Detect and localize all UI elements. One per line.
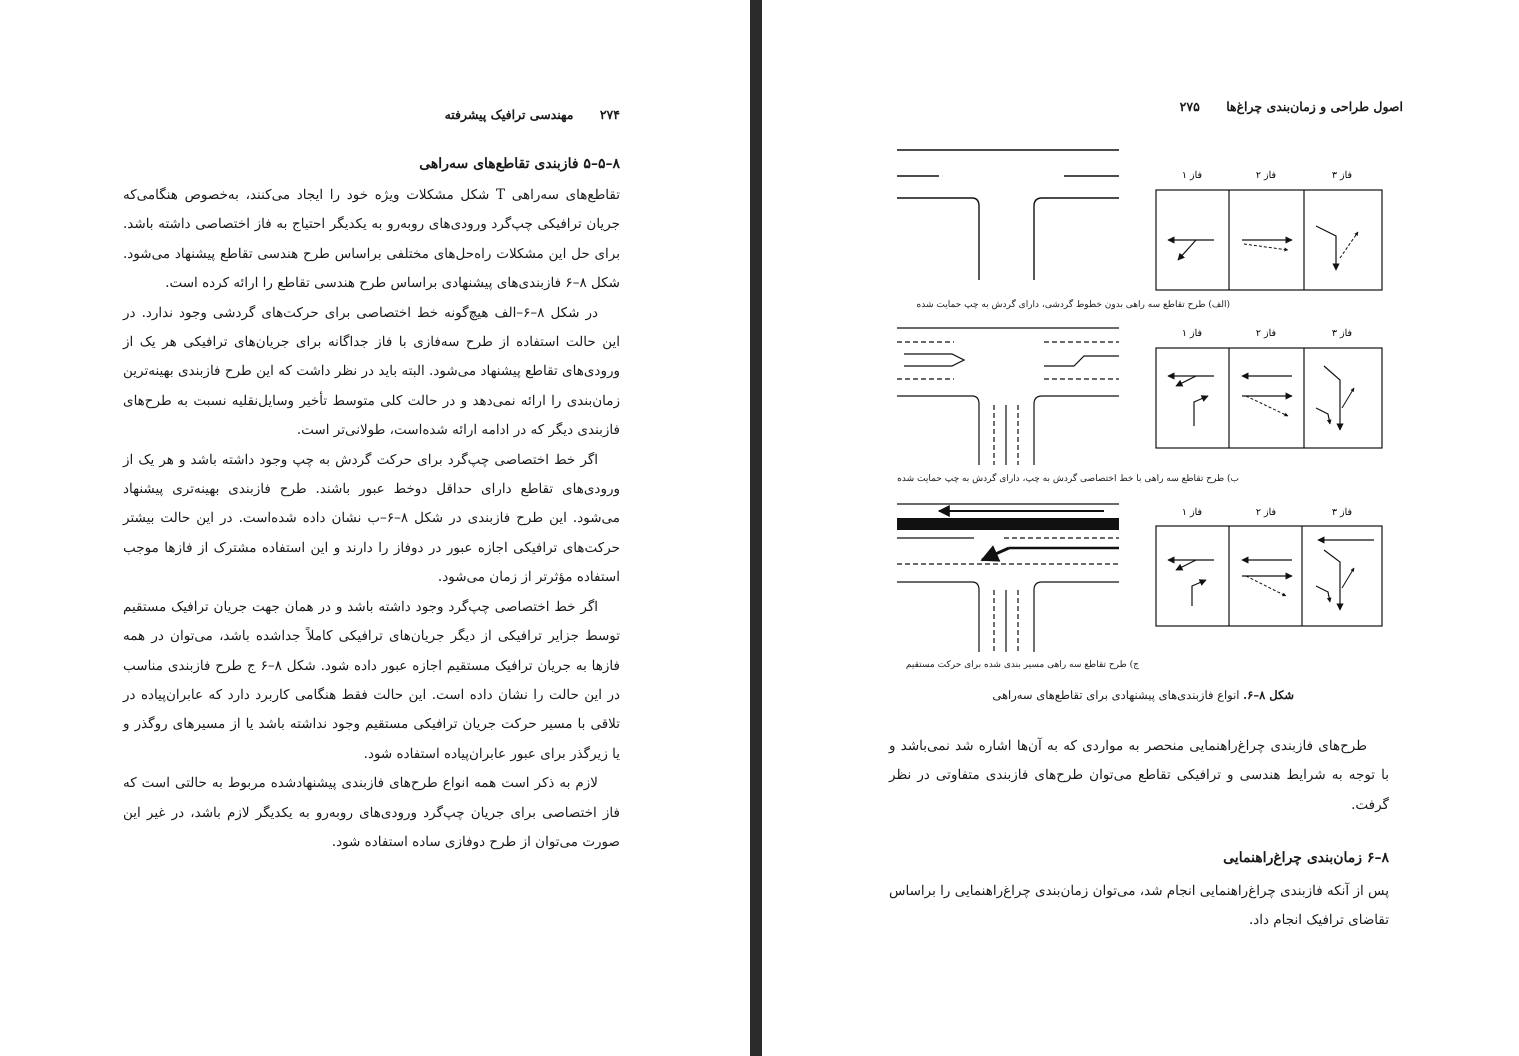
left-page-header (445, 107, 620, 122)
intersection-diagram-c (897, 504, 1119, 652)
right-page-header (1180, 99, 1403, 114)
left-paragraph-3: اگر خط اختصاصی چپ‌گرد برای حرکت گردش به چپ وجود داشته باشد و هر یک از ورودی‌های تقاطع دارای حداقل دوخط عبور باشند. طرح فازبندی بهینه‌تری پیشنهاد می‌شود. این طرح فازبندی در شکل ۸–۶–ب نشان داده شده‌است. در این حالت بیشتر حرکت‌های ترافیکی اجازه عبور در دوفاز را دارند و این استفاده مشترک از فازها موجب استفاده مؤثرتر از زمان می‌شود. (123, 451, 620, 586)
right-page-running-title: اصول طراحی و زمان‌بندی چراغ‌ها (1226, 99, 1403, 114)
figure-caption-text: انواع فازبندی‌های پیشنهادی برای تقاطع‌های سه‌راهی (992, 688, 1244, 702)
left-section-title: ۸–۵–۵ فازبندی تقاطع‌های سه‌راهی (419, 156, 620, 172)
phase-label-a-3: فاز ۳ (1331, 170, 1353, 181)
right-paragraph-1: طرح‌های فازبندی چراغ‌راهنمایی منحصر به مواردی که به آن‌ها اشاره شد نمی‌باشد و با توجه به شرایط هندسی و ترافیکی تقاطع می‌توان طرح‌های فازبندی متفاوتی در نظر گرفت. (889, 738, 1389, 813)
phase-table-c (1156, 507, 1382, 626)
sub-caption-c: ج) طرح تقاطع سه راهی مسیر بندی شده برای حرکت مستقیم (905, 660, 1139, 670)
right-page-number: ۲۷۵ (1179, 99, 1200, 114)
figure-caption (992, 688, 1294, 702)
left-paragraph-2: در شکل ۸–۶–الف هیچ‌گونه خط اختصاصی برای حرکت‌های گردشی وجود ندارد. در این حالت استفاده از طرح سه‌فازی با فاز جداگانه برای جریان‌های ترافیکی هر یک از ورودی‌های تقاطع پیشنهاد می‌شود. البته باید در نظر داشت که این طرح فازبندی بهینه‌ترین زمان‌بندی را ارائه نمی‌دهد و در حالت کلی متوسط تأخیر وسایل‌نقلیه نسبت به طرح‌های فازبندی دیگر که در ادامه ارائه شده‌است، طولانی‌تر است. (123, 304, 620, 439)
right-page (762, 0, 1519, 1056)
phase-label-c-1: فاز ۱ (1181, 507, 1203, 518)
sub-caption-a: (الف) طرح تقاطع سه راهی بدون خطوط گردشی، دارای گردش به چپ حمایت شده (916, 300, 1230, 310)
phase-label-a-2: فاز ۲ (1255, 170, 1277, 181)
intersection-diagram-b (897, 328, 1119, 465)
left-paragraph-5: لازم به ذکر است همه انواع طرح‌های فازبندی پیشنهادشده مربوط به حالتی است که فاز اختصاصی برای جریان چپ‌گرد ورودی‌های روبه‌رو به یکدیگر لازم باشد، در غیر این صورت می‌توان از طرح دوفازی ساده استفاده شود. (123, 775, 620, 850)
right-paragraph-after-figure (889, 732, 1389, 820)
phase-label-a-1: فاز ۱ (1181, 170, 1203, 181)
left-body-text (123, 181, 620, 857)
phase-label-c-3: فاز ۳ (1331, 507, 1353, 518)
phase-label-b-2: فاز ۲ (1255, 328, 1277, 339)
sub-caption-b: ب) طرح تقاطع سه راهی با خط اختصاصی گردش به چپ، دارای گردش به چپ حمایت شده (897, 474, 1239, 484)
left-page-number: ۲۷۴ (599, 107, 620, 122)
left-paragraph-1: تقاطع‌های سه‌راهی T شکل مشکلات ویژه خود را ایجاد می‌کنند، به‌خصوص هنگامی‌که جریان ترافیکی چپ‌گرد ورودی‌های روبه‌رو به یکدیگر احتیاج به فاز اختصاصی داشته باشد. برای حل این مشکلات راه‌حل‌های مختلفی براساس طرح هندسی تقاطع پیشنهاد می‌شود. شکل ۸–۶ فازبندی‌های پیشنهادی براساس طرح هندسی تقاطع را ارائه کرده است. (123, 187, 621, 292)
phasing-figure (884, 140, 1404, 680)
book-spine-divider (750, 0, 762, 1056)
phase-label-b-3: فاز ۳ (1331, 328, 1353, 339)
left-page (0, 0, 750, 1056)
intersection-diagram-a (897, 150, 1119, 280)
right-section-body (889, 877, 1389, 936)
phase-label-c-2: فاز ۲ (1255, 507, 1277, 518)
right-paragraph-2: پس از آنکه فازبندی چراغ‌راهنمایی انجام شد، می‌توان زمان‌بندی چراغ‌راهنمایی را براساس تقاضای ترافیک انجام داد. (889, 883, 1389, 929)
phase-table-b (1156, 328, 1382, 448)
phase-label-b-1: فاز ۱ (1181, 328, 1203, 339)
phase-table-a (1156, 170, 1382, 290)
left-paragraph-4: اگر خط اختصاصی چپ‌گرد وجود داشته باشد و در همان جهت جریان ترافیک مستقیم توسط جزایر ترافیکی از دیگر جریان‌های ترافیکی کاملاً جداشده باشد، می‌توان در همه فازها به جریان ترافیک مستقیم اجازه عبور داده شود. شکل ۸–۶ ج طرح فازبندی مناسب در این حالت را نشان داده است. این حالت فقط هنگامی کاربرد دارد که عابران‌پیاده در تلاقی با مسیر حرکت جریان ترافیکی مستقیم وجود نداشته باشد یا از مسیرهای روگذر و یا زیرگذر برای عبور عابران‌پیاده استفاده شود. (123, 598, 620, 762)
left-page-running-title: مهندسی ترافیک پیشرفته (444, 107, 574, 122)
figure-caption-label: شکل ۸–۶. (1243, 688, 1294, 702)
right-section-title: ۸–۶ زمان‌بندی چراغ‌راهنمایی (1223, 850, 1389, 866)
